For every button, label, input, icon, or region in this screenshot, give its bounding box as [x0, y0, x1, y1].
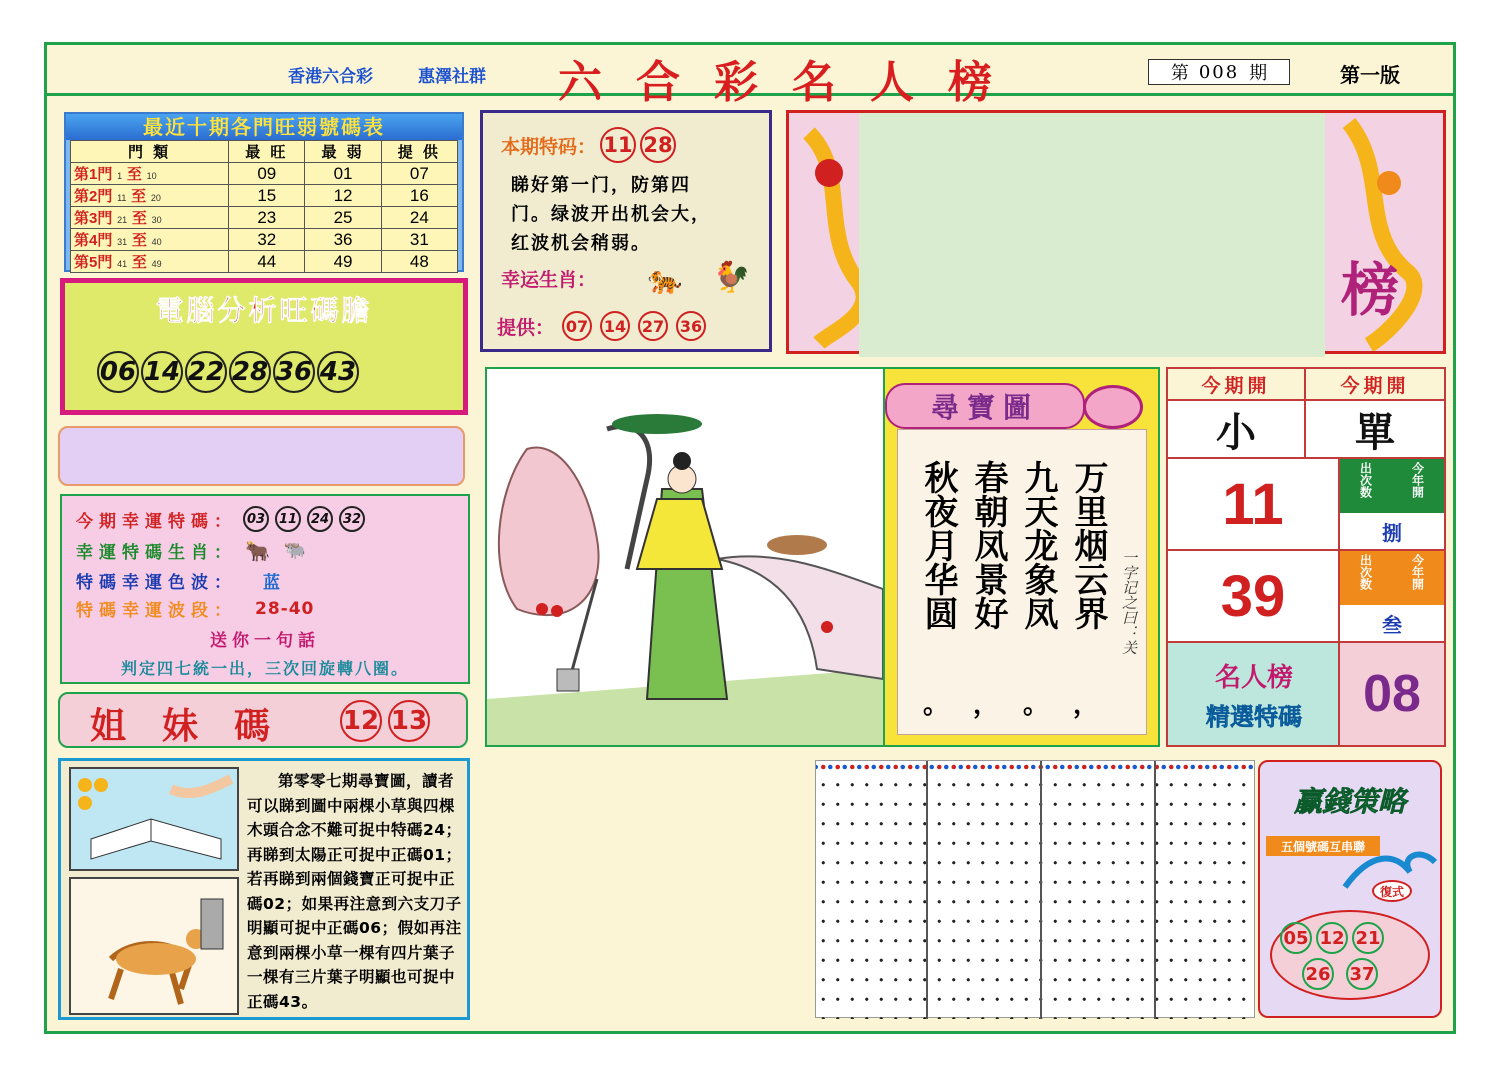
computer-analysis-panel [60, 278, 468, 415]
range-to: 30 [151, 215, 162, 225]
computer-number: 28 [229, 351, 271, 393]
computer-title: 電腦分析旺碼膽 [155, 294, 373, 327]
poem-punct: ， [973, 690, 1000, 720]
strategy-panel [1258, 760, 1442, 1018]
computer-number: 43 [317, 351, 359, 393]
strategy-oval [1270, 910, 1430, 1000]
strategy-number: 26 [1302, 958, 1334, 990]
special-text-line: 睇好第一门，防第四 [511, 175, 691, 196]
hot-value: 15 [229, 185, 305, 207]
scroll-curl [1083, 385, 1143, 429]
hot-cold-table-panel [64, 112, 464, 272]
poem-side-note: 一字记之曰：关 [1120, 550, 1138, 655]
lucky-number: 24 [307, 506, 333, 532]
table-row [71, 229, 458, 251]
door-label: 第2門 [74, 188, 113, 205]
dot-grid [816, 775, 1256, 1019]
table-row [71, 163, 458, 185]
poem-column: 九天龙象凤 [1018, 460, 1058, 630]
community-label: 惠澤社群 [418, 67, 486, 87]
treasure-map-panel [883, 367, 1160, 747]
range-from: 1 [117, 171, 123, 181]
computer-number: 06 [97, 351, 139, 393]
special-text-line: 门。绿波开出机会大， [511, 204, 711, 225]
count1-value: 11 [1168, 459, 1340, 551]
door-label: 第1門 [74, 166, 113, 183]
explanation-panel [58, 758, 470, 1020]
banner-placeholder [859, 113, 1325, 357]
page-title: 六合彩名人榜 [558, 57, 1026, 108]
hot-table-header: 最 旺 [229, 141, 305, 163]
sister-number: 12 [340, 700, 382, 742]
count1-label-a: 出次数 [1358, 462, 1373, 498]
lady-scene-image [487, 369, 883, 745]
door-label: 第3門 [74, 210, 113, 227]
hot-value: 23 [229, 207, 305, 229]
special-code-label: 本期特码： [501, 135, 597, 158]
hot-value: 09 [229, 163, 305, 185]
lucky-number: 11 [275, 506, 301, 532]
range-from: 11 [117, 193, 127, 203]
strategy-number: 05 [1280, 922, 1312, 954]
blank-lavender-box [58, 426, 465, 486]
phrase-title: 送你一句話 [210, 631, 320, 651]
range-to-label: 至 [131, 210, 147, 227]
odd-even-value: 單 [1306, 401, 1444, 459]
provide-number: 27 [638, 311, 668, 341]
lucky-panel [60, 494, 470, 684]
ox-icon: 🐃 [283, 540, 313, 561]
book-image [69, 767, 239, 871]
poem-column: 春朝凤景好 [968, 460, 1008, 630]
famous-label: 名人榜 [1214, 663, 1293, 693]
weak-value: 01 [305, 163, 381, 185]
story-illustration [485, 367, 885, 747]
pick-value: 16 [381, 185, 457, 207]
pick-value: 07 [381, 163, 457, 185]
range-to-label: 至 [131, 232, 147, 249]
weak-value: 36 [305, 229, 381, 251]
special-number: 11 [600, 127, 636, 163]
strategy-number: 12 [1316, 922, 1348, 954]
hot-value: 44 [229, 251, 305, 273]
pick-value: 24 [381, 207, 457, 229]
hot-table-title: 最近十期各門旺弱號碼表 [66, 114, 462, 140]
famous-sub: 精選特碼 [1206, 703, 1302, 731]
count2-cn: 叁 [1340, 605, 1444, 643]
computer-number: 22 [185, 351, 227, 393]
issue-box [1148, 59, 1290, 85]
special-number: 28 [640, 127, 676, 163]
provide-number: 14 [600, 311, 630, 341]
stats-head-2: 今期開 [1306, 369, 1444, 401]
deer-image [69, 877, 239, 1015]
pick-value: 31 [381, 229, 457, 251]
count1-label-b: 今年開 [1410, 462, 1425, 498]
grid-divider [926, 761, 928, 1019]
tiger-icon: 🐅 [647, 262, 683, 296]
special-code-panel [480, 110, 772, 352]
range-to: 40 [151, 237, 162, 247]
door-label: 第5門 [74, 254, 113, 271]
range-from: 21 [117, 215, 128, 225]
table-row [71, 207, 458, 229]
stats-head-1: 今期開 [1168, 369, 1306, 401]
famous-value: 08 [1340, 643, 1444, 745]
strategy-number: 37 [1346, 958, 1378, 990]
computer-number: 14 [141, 351, 183, 393]
lucky-number: 03 [243, 506, 269, 532]
range-to-label: 至 [131, 188, 147, 205]
range-from: 31 [117, 237, 128, 247]
rooster-icon: 🐓 [713, 259, 751, 295]
count2-label-box [1340, 551, 1444, 605]
provide-label: 提供： [497, 316, 555, 339]
range-to: 10 [146, 171, 157, 181]
grid-divider [1154, 761, 1156, 1019]
edition-label: 第一版 [1340, 63, 1400, 87]
issue-prefix: 第 [1170, 63, 1189, 84]
poem-punct: 。 [1023, 690, 1050, 720]
poem-punct: ， [1073, 690, 1100, 720]
range-from: 41 [117, 259, 128, 269]
sister-label: 姐妹碼 [90, 705, 307, 747]
count1-cn: 捌 [1340, 513, 1444, 551]
zodiac-label: 幸运生肖： [501, 269, 597, 291]
range-to-label: 至 [131, 254, 147, 271]
hot-table [70, 140, 458, 273]
strategy-number: 21 [1352, 922, 1384, 954]
issue-number: 008 [1198, 61, 1240, 83]
banner-panel [786, 110, 1446, 354]
strategy-badge: 復式 [1372, 880, 1412, 902]
lucky-color-label: 特碼幸運色波： [76, 573, 237, 593]
lucky-number: 32 [339, 506, 365, 532]
count2-label-a: 出次数 [1358, 554, 1373, 590]
weak-value: 49 [305, 251, 381, 273]
door-label: 第4門 [74, 232, 113, 249]
publisher-label: 香港六合彩 [288, 67, 373, 87]
strategy-subtitle: 五個號碼互串聯 [1266, 836, 1380, 856]
dot-grid-panel [815, 760, 1255, 1018]
provide-number: 07 [562, 311, 592, 341]
poem-punct: 。 [923, 690, 950, 720]
count2-value: 39 [1168, 551, 1340, 643]
poem-column: 万里烟云界 [1068, 460, 1108, 630]
range-to-label: 至 [126, 166, 142, 183]
phrase-text: 判定四七統一出，三次回旋轉八圈。 [120, 659, 409, 678]
pick-value: 48 [381, 251, 457, 273]
hot-value: 32 [229, 229, 305, 251]
treasure-title: 尋寶圖 [885, 383, 1085, 429]
ox-icon: 🐂 [245, 538, 276, 563]
hot-table-header: 門 類 [71, 141, 229, 163]
lucky-range-value: 28-40 [255, 598, 315, 619]
banner-logo: 榜 [1341, 256, 1400, 324]
stats-panel [1166, 367, 1446, 747]
dot-grid-header [816, 761, 1256, 773]
lucky-zodiac-label: 幸運特碼生肖： [76, 543, 237, 563]
hot-table-header: 提 供 [381, 141, 457, 163]
size-value: 小 [1168, 401, 1306, 459]
sister-number: 13 [388, 700, 430, 742]
strategy-title: 贏錢策略 [1293, 785, 1406, 818]
table-row [71, 251, 458, 273]
table-row [71, 185, 458, 207]
poem-column: 秋夜月华圆 [918, 460, 958, 630]
range-to: 20 [150, 193, 161, 203]
sister-code-panel [58, 692, 468, 748]
special-text-line: 红波机会稍弱。 [511, 233, 651, 254]
issue-suffix: 期 [1249, 63, 1268, 84]
famous-box [1168, 643, 1340, 745]
count2-label-b: 今年開 [1410, 554, 1425, 590]
lucky-special-label: 今期幸運特碼： [76, 511, 237, 532]
poem-sheet [897, 429, 1147, 735]
weak-value: 25 [305, 207, 381, 229]
lucky-range-label: 特碼幸運波段： [76, 601, 237, 621]
explanation-text: 第零零七期尋寶圖，讀者可以睇到圖中兩棵小草與四棵木頭合念不難可捉中特碼24；再睇到太陽正可捉中正碼01；若再睇到兩個錢寶正可捉中正碼02；如果再注意到六支刀子明顯可捉中正碼06；假如再注意到兩棵小草一棵有四片葉子一棵有三片葉子明顯也可捉中正碼43。 [247, 772, 462, 1011]
count1-label-box [1340, 459, 1444, 513]
hot-table-header: 最 弱 [305, 141, 381, 163]
lucky-color-value: 蓝 [263, 573, 286, 593]
weak-value: 12 [305, 185, 381, 207]
range-to: 49 [151, 259, 162, 269]
grid-divider [1040, 761, 1042, 1019]
computer-number: 36 [273, 351, 315, 393]
provide-number: 36 [676, 311, 706, 341]
